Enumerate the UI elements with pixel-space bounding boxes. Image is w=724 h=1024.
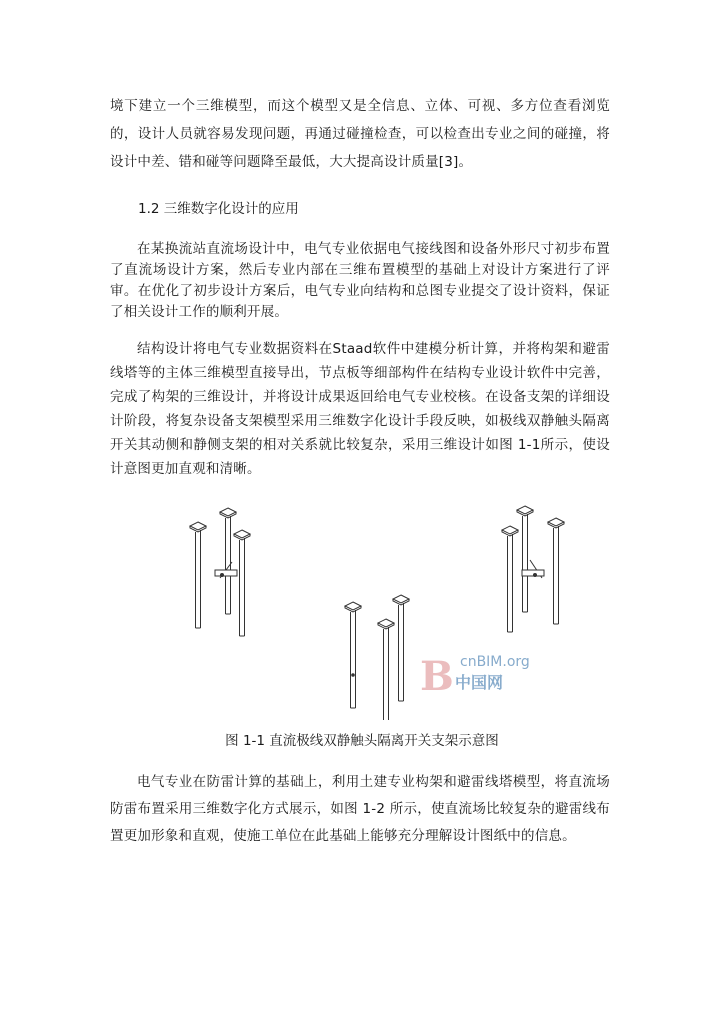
paragraph-intro: 境下建立一个三维模型，而这个模型又是全信息、立体、可视、多方位查看浏览的，设计人员就容易发现问题，再通过碰撞检查，可以检查出专业之间的碰撞，将设计中差、错和碰等问题降至最低，大大提高设计质量[3]。 <box>110 98 610 170</box>
svg-text:B: B <box>420 653 454 700</box>
right-support-group <box>502 506 564 632</box>
figure-1-1 <box>180 490 580 720</box>
figure-caption: 图 1-1 直流极线双静触头隔离开关支架示意图 <box>225 733 499 749</box>
paragraph-structure: 结构设计将电气专业数据资料在Staad软件中建模分析计算，并将构架和避雷线塔等的主体三维模型直接导出，节点板等细部构件在结构专业设计软件中完善，完成了构架的三维设计，并将设计成果返回给电气专业校核。在设备支架的详细设计阶段，将复杂设备支架模型采用三维数字化设计手段反映，如极线双静触头隔离开关其动侧和静侧支架的相对关系就比较复杂，采用三维设计如图 1-1所示，使设计意图更加直观和清晰。 <box>110 341 610 477</box>
svg-text:中国网: 中国网 <box>455 673 504 692</box>
paragraph-dc-field: 在某换流站直流场设计中，电气专业依据电气接线图和设备外形尺寸初步布置了直流场设计方案，然后专业内部在三维布置模型的基础上对设计方案进行了评审。在优化了初步设计方案后，电气专业向结构和总图专业提交了设计资料，保证了相关设计工作的顺利开展。 <box>110 241 610 320</box>
svg-text:cnBIM.org: cnBIM.org <box>460 654 530 670</box>
support-frames-drawing <box>180 490 580 720</box>
paragraph-lightning: 电气专业在防雷计算的基础上，利用土建专业构架和避雷线塔模型，将直流场防雷布置采用三维数字化方式展示，如图 1-2 所示，使直流场比较复杂的避雷线布置更加形象和直观，使施工单位在此基础上能够充分理解设计图纸中的信息。 <box>110 774 610 844</box>
left-support-group <box>190 508 250 636</box>
section-heading: 1.2 三维数字化设计的应用 <box>138 201 299 217</box>
middle-support-group <box>345 595 409 720</box>
watermark-logo <box>420 653 530 700</box>
